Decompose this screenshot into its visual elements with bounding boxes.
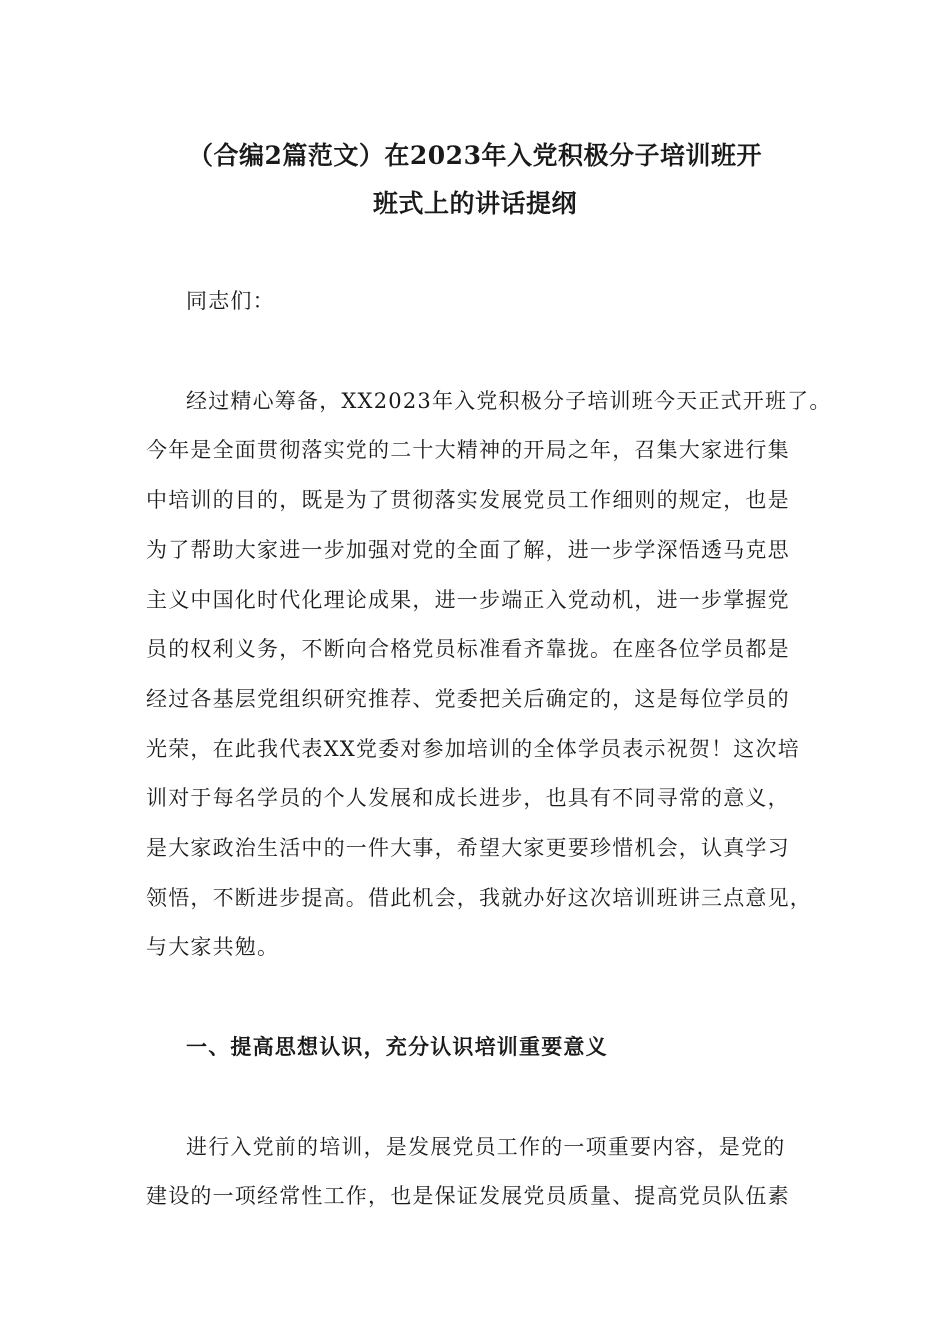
document-title-line-2: 班式上的讲话提纲 [372,189,577,218]
paragraph-line: 经过各基层党组织研究推荐、党委把关后确定的，这是每位学员的 [146,687,790,711]
document-title-line-1: （合编2篇范文）在2023年入党积极分子培训班开 [188,141,762,170]
section-heading: 一、提高思想认识，充分认识培训重要意义 [186,1034,608,1059]
salutation: 同志们： [186,289,275,313]
paragraph-line: 光荣，在此我代表XX党委对参加培训的全体学员表示祝贺！这次培 [146,737,800,761]
paragraph-line: 今年是全面贯彻落实党的二十大精神的开局之年，召集大家进行集 [146,438,790,462]
paragraph-line: 员的权利义务，不断向合格党员标准看齐靠拢。在座各位学员都是 [146,637,790,661]
paragraph-line: 建设的一项经常性工作，也是保证发展党员质量、提高党员队伍素 [146,1184,790,1208]
paragraph-line: 经过精心筹备，XX2023年入党积极分子培训班今天正式开班了。 [186,389,832,413]
paragraph-line: 与大家共勉。 [146,935,280,959]
paragraph-line: 进行入党前的培训，是发展党员工作的一项重要内容，是党的 [186,1135,786,1159]
paragraph-line: 领悟，不断进步提高。借此机会，我就办好这次培训班讲三点意见， [146,886,812,910]
paragraph-line: 为了帮助大家进一步加强对党的全面了解，进一步学深悟透马克思 [146,538,790,562]
paragraph-line: 训对于每名学员的个人发展和成长进步，也具有不同寻常的意义， [146,786,790,810]
paragraph-line: 主义中国化时代化理论成果，进一步端正入党动机，进一步掌握党 [146,588,790,612]
paragraph-line: 是大家政治生活中的一件大事，希望大家更要珍惜机会，认真学习 [146,836,790,860]
paragraph-line: 中培训的目的，既是为了贯彻落实发展党员工作细则的规定，也是 [146,488,790,512]
